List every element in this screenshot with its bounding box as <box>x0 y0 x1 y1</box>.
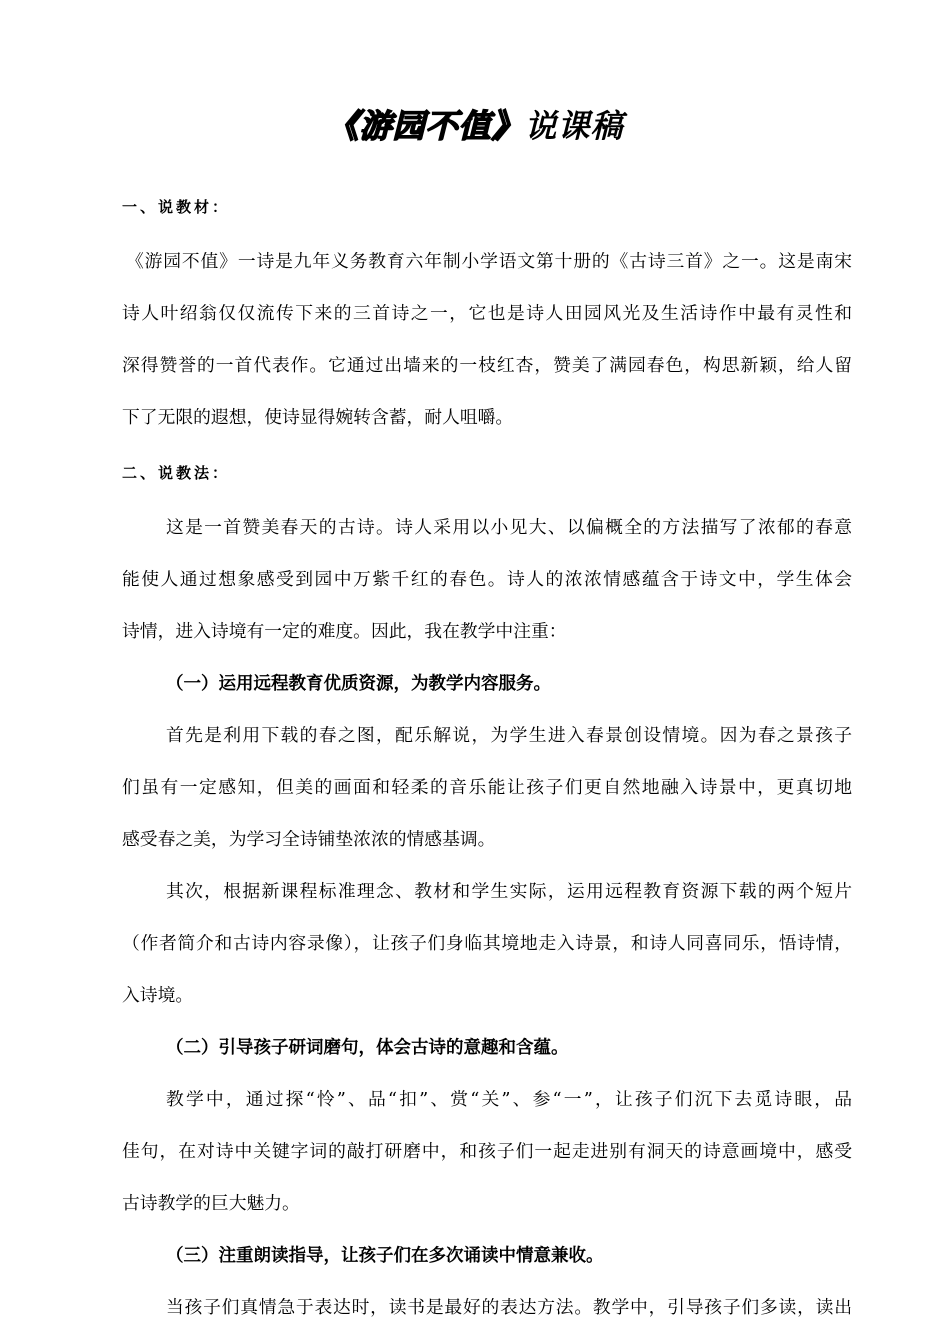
paragraph-textbook-intro <box>122 236 852 444</box>
page-title <box>0 100 950 152</box>
paragraph-method-intro <box>122 502 852 658</box>
section-heading-method: 二、说教法： <box>122 464 231 482</box>
subsection-heading-1: （一）运用远程教育优质资源，为教学内容服务。 <box>166 674 551 694</box>
text-line: 深得赞誉的一首代表作。它通过出墙来的一枝红杏，赞美了满园春色，构思新颖，给人留 <box>122 355 852 376</box>
paragraph-sub3 <box>122 1282 852 1334</box>
paragraph-sub1-first <box>122 710 852 866</box>
text-line: 《游园不值》一诗是九年义务教育六年制小学语文第十册的《古诗三首》之一。这是南宋 <box>126 251 852 272</box>
text-line: 教学中，通过探“怜”、品“扣”、赏“关”、参“一”，让孩子们沉下去觅诗眼，品 <box>166 1089 852 1110</box>
document-body <box>122 178 852 1334</box>
subsection-heading-3: （三）注重朗读指导，让孩子们在多次诵读中情意兼收。 <box>166 1246 604 1266</box>
text-line: 当孩子们真情急于表达时，读书是最好的表达方法。教学中，引导孩子们多读，读出 <box>166 1297 852 1318</box>
text-line: 入诗境。 <box>122 985 194 1006</box>
text-line: 其次，根据新课程标准理念、教材和学生实际，运用远程教育资源下载的两个短片 <box>166 881 852 902</box>
text-line: （作者简介和古诗内容录像），让孩子们身临其境地走入诗景，和诗人同喜同乐，悟诗情， <box>122 933 852 954</box>
subsection-heading-2: （二）引导孩子研词磨句，体会古诗的意趣和含蕴。 <box>166 1038 569 1058</box>
title-poem-name: 《游园不值》 <box>326 107 525 145</box>
text-line: 们虽有一定感知，但美的画面和轻柔的音乐能让孩子们更自然地融入诗景中，更真切地 <box>122 777 852 798</box>
title-suffix: 说课稿 <box>524 107 624 145</box>
paragraph-sub1-second <box>122 866 852 1022</box>
text-line: 佳句，在对诗中关键字词的敲打研磨中，和孩子们一起走进别有洞天的诗意画境中，感受 <box>122 1141 852 1162</box>
text-line: 感受春之美，为学习全诗铺垫浓浓的情感基调。 <box>122 829 496 850</box>
paragraph-sub2 <box>122 1074 852 1230</box>
section-heading-textbook: 一、说教材： <box>122 198 231 216</box>
text-line: 下了无限的遐想，使诗显得婉转含蓄，耐人咀嚼。 <box>122 407 514 428</box>
text-line: 首先是利用下载的春之图，配乐解说，为学生进入春景创设情境。因为春之景孩子 <box>166 725 852 746</box>
text-line: 这是一首赞美春天的古诗。诗人采用以小见大、以偏概全的方法描写了浓郁的春意 <box>166 517 852 538</box>
text-line: 古诗教学的巨大魅力。 <box>122 1193 300 1214</box>
text-line: 诗情，进入诗境有一定的难度。因此，我在教学中注重： <box>122 621 567 642</box>
text-line: 诗人叶绍翁仅仅流传下来的三首诗之一，它也是诗人田园风光及生活诗作中最有灵性和 <box>122 303 852 324</box>
text-line: 能使人通过想象感受到园中万紫千红的春色。诗人的浓浓情感蕴含于诗文中，学生体会 <box>122 569 852 590</box>
